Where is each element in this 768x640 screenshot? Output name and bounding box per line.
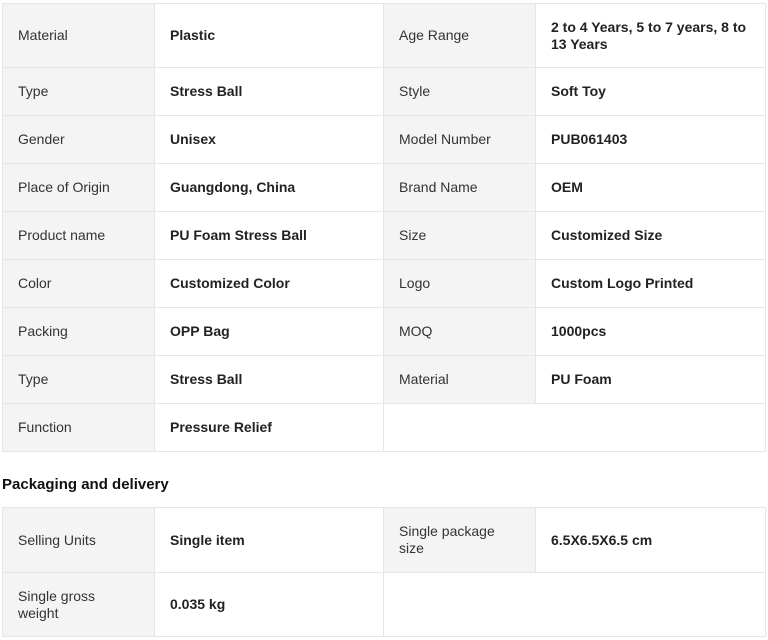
table-row: [3, 404, 766, 452]
attribute-label: Model Number: [384, 116, 536, 164]
table-row: [3, 573, 766, 637]
table-row: [3, 260, 766, 308]
attribute-label: Function: [3, 404, 155, 452]
attribute-label: Type: [3, 356, 155, 404]
attribute-label: Color: [3, 260, 155, 308]
attribute-label: Style: [384, 68, 536, 116]
attribute-value: Pressure Relief: [155, 404, 384, 452]
attribute-value: Soft Toy: [536, 68, 766, 116]
table-row: [3, 308, 766, 356]
attribute-value: OPP Bag: [155, 308, 384, 356]
section-title-packaging: Packaging and delivery: [2, 476, 169, 493]
packaging-delivery-table: [2, 507, 766, 637]
product-attributes-table: [2, 3, 766, 452]
attribute-label: Selling Units: [3, 508, 155, 573]
attribute-value: PUB061403: [536, 116, 766, 164]
attribute-value: Customized Color: [155, 260, 384, 308]
attribute-label: Product name: [3, 212, 155, 260]
attribute-label: Place of Origin: [3, 164, 155, 212]
attribute-value: PU Foam Stress Ball: [155, 212, 384, 260]
table-row: [3, 4, 766, 68]
table-row: [3, 212, 766, 260]
attribute-value: Stress Ball: [155, 356, 384, 404]
attribute-label: Age Range: [384, 4, 536, 68]
attribute-value: Single item: [155, 508, 384, 573]
attribute-label: Material: [384, 356, 536, 404]
attribute-value: PU Foam: [536, 356, 766, 404]
table-row: [3, 68, 766, 116]
attribute-value: 6.5X6.5X6.5 cm: [536, 508, 766, 573]
attribute-value: Plastic: [155, 4, 384, 68]
attribute-value: Guangdong, China: [155, 164, 384, 212]
empty-cell: [384, 573, 766, 637]
attribute-value: 2 to 4 Years, 5 to 7 years, 8 to 13 Years: [536, 4, 766, 68]
attribute-label: MOQ: [384, 308, 536, 356]
empty-cell: [384, 404, 766, 452]
attribute-value: 0.035 kg: [155, 573, 384, 637]
attribute-label: Logo: [384, 260, 536, 308]
table-row: [3, 116, 766, 164]
attribute-label: Gender: [3, 116, 155, 164]
attribute-label: Type: [3, 68, 155, 116]
attribute-label: Packing: [3, 308, 155, 356]
attribute-label: Single package size: [384, 508, 536, 573]
table-row: [3, 508, 766, 573]
table-row: [3, 356, 766, 404]
table-row: [3, 164, 766, 212]
attribute-label: Size: [384, 212, 536, 260]
attribute-label: Single gross weight: [3, 573, 155, 637]
attribute-value: Custom Logo Printed: [536, 260, 766, 308]
attribute-label: Material: [3, 4, 155, 68]
attribute-label: Brand Name: [384, 164, 536, 212]
attribute-value: 1000pcs: [536, 308, 766, 356]
attribute-value: Unisex: [155, 116, 384, 164]
attribute-value: Customized Size: [536, 212, 766, 260]
attribute-value: Stress Ball: [155, 68, 384, 116]
attribute-value: OEM: [536, 164, 766, 212]
